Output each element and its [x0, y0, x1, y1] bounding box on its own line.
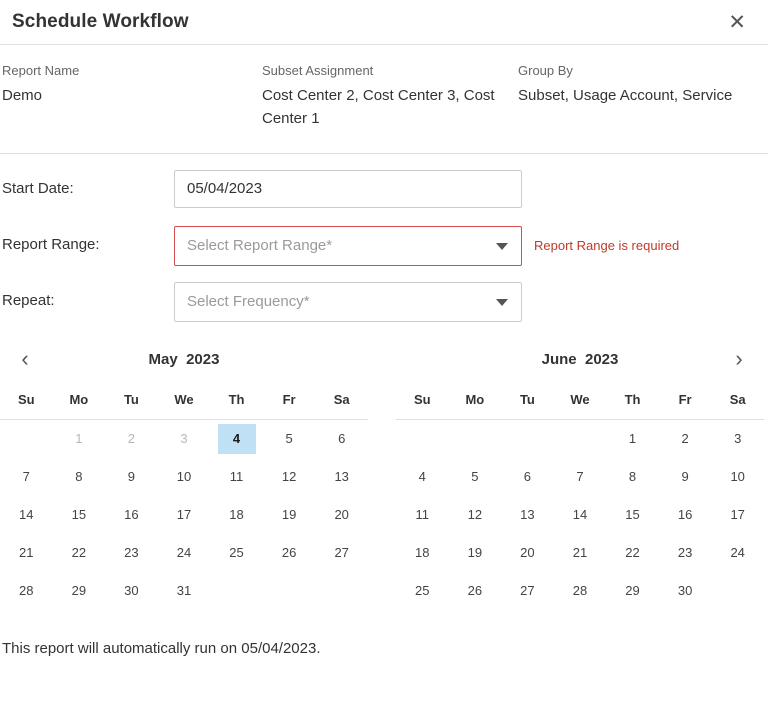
weekday-fr: Fr [263, 382, 316, 420]
calendar-day-label [508, 422, 546, 452]
calendar-day-cell[interactable] [501, 534, 554, 572]
calendar-week-row [396, 572, 764, 610]
weekday-sa: Sa [315, 382, 368, 420]
calendar-day-label: 22 [625, 544, 640, 560]
calendar-day-label: 11 [415, 506, 430, 522]
close-icon[interactable]: ✕ [724, 10, 750, 35]
auto-run-note: This report will automatically run on 05/04/2023. [2, 639, 321, 657]
calendar-day-label: 20 [334, 506, 349, 522]
calendar-week-row [396, 458, 764, 496]
calendar-day-cell[interactable] [53, 534, 106, 572]
calendar-day-label: 15 [71, 506, 87, 522]
calendar-day-cell[interactable] [711, 534, 764, 572]
calendar-day-cell[interactable] [105, 572, 158, 610]
calendar-empty-cell [501, 419, 554, 458]
calendar-right-month: June [541, 351, 577, 368]
calendar-right-year: 2023 [584, 351, 619, 368]
calendar-day-cell[interactable] [554, 534, 607, 572]
page-title: Schedule Workflow [12, 11, 189, 32]
calendar-day-label: 16 [677, 506, 693, 522]
calendar-day-label: 19 [281, 506, 297, 522]
calendar-day-cell[interactable] [105, 496, 158, 534]
report-summary [0, 45, 768, 145]
calendar-day-label: 19 [467, 544, 483, 560]
calendar-empty-cell [554, 419, 607, 458]
calendar-day-cell[interactable] [606, 496, 659, 534]
calendar-week-row [396, 496, 764, 534]
calendar-day-label: 26 [467, 582, 483, 598]
calendar-day-label: 29 [625, 582, 640, 598]
dialog-header [0, 0, 768, 44]
calendar-day-label [7, 422, 45, 452]
report-range-select[interactable] [174, 226, 522, 266]
calendar-day-cell[interactable] [659, 534, 712, 572]
repeat-label: Repeat: [2, 291, 55, 309]
report-range-error: Report Range is required [534, 237, 680, 253]
calendar-day-cell[interactable] [53, 458, 106, 496]
repeat-placeholder: Select Frequency* [187, 293, 310, 310]
calendar-day-label: 9 [127, 468, 136, 484]
calendar-day-label: 5 [285, 430, 293, 446]
weekday-we: We [158, 382, 211, 420]
calendar-day-cell[interactable] [0, 496, 53, 534]
calendar-empty-cell [315, 572, 368, 610]
calendar-day-cell[interactable] [396, 458, 449, 496]
schedule-form [0, 154, 768, 322]
calendar-day-cell[interactable] [659, 458, 712, 496]
summary-label: Report Name [2, 63, 80, 78]
summary-value: Demo [2, 87, 43, 104]
calendar-day-label: 10 [730, 468, 745, 484]
calendar-day-label: 8 [628, 468, 637, 484]
calendar-day-cell[interactable] [659, 572, 712, 610]
calendar-day-cell[interactable] [0, 534, 53, 572]
calendar-group [0, 338, 768, 618]
calendar-right-table [396, 382, 764, 610]
repeat-row [0, 282, 768, 322]
calendar-left-table [0, 382, 368, 610]
calendar-day-cell[interactable] [158, 458, 211, 496]
weekday-tu: Tu [501, 382, 554, 420]
calendar-day-label: 9 [681, 468, 689, 484]
calendar-week-row [0, 534, 368, 572]
calendar-day-label: 1 [628, 430, 637, 446]
calendar-day-cell[interactable] [158, 419, 211, 458]
calendar-day-label: 18 [229, 506, 244, 522]
calendar-day-cell[interactable] [263, 496, 316, 534]
calendar-day-label: 23 [677, 544, 693, 560]
calendar-day-label: 24 [176, 544, 192, 560]
calendar-day-cell[interactable] [554, 458, 607, 496]
calendar-week-row [396, 419, 764, 458]
weekday-tu: Tu [105, 382, 158, 420]
calendar-day-label: 25 [415, 582, 430, 598]
calendar-day-cell[interactable] [53, 419, 106, 458]
repeat-select[interactable] [174, 282, 522, 322]
calendar-day-label: 2 [127, 430, 136, 446]
summary-report-name [0, 63, 262, 131]
weekday-we: We [554, 382, 607, 420]
report-range-placeholder: Select Report Range* [187, 237, 333, 254]
calendar-day-cell[interactable] [449, 572, 502, 610]
calendar-day-cell[interactable] [659, 419, 712, 458]
calendar-left-header [0, 338, 368, 382]
calendar-day-label: 24 [730, 544, 745, 560]
calendar-day-label: 6 [338, 430, 346, 446]
summary-label: Group By [518, 63, 573, 78]
calendar-day-label: 30 [677, 582, 693, 598]
calendar-day-cell[interactable] [263, 419, 316, 458]
weekday-header-row [0, 382, 368, 420]
summary-value: Subset, Usage Account, Service [518, 87, 733, 104]
calendar-week-row [0, 419, 368, 458]
calendar-day-label: 5 [471, 468, 479, 484]
calendar-day-label: 4 [218, 424, 256, 454]
calendar-day-cell[interactable] [210, 496, 263, 534]
calendar-day-label: 16 [124, 506, 139, 522]
weekday-su: Su [396, 382, 449, 420]
weekday-mo: Mo [53, 382, 106, 420]
calendar-day-label: 11 [229, 468, 244, 484]
calendar-day-label: 28 [19, 582, 34, 598]
calendar-empty-cell [396, 419, 449, 458]
calendar-day-label: 14 [19, 506, 34, 522]
calendar-day-cell[interactable] [606, 572, 659, 610]
calendar-day-cell[interactable] [606, 458, 659, 496]
weekday-sa: Sa [711, 382, 764, 420]
calendar-day-cell[interactable] [396, 496, 449, 534]
calendar-day-cell[interactable] [711, 496, 764, 534]
calendar-day-label: 7 [576, 468, 584, 484]
calendar-day-cell[interactable] [315, 458, 368, 496]
calendar-right-title [542, 351, 619, 368]
calendar-day-cell[interactable] [263, 458, 316, 496]
calendar-day-label: 4 [418, 468, 426, 484]
calendar-right [396, 338, 764, 610]
calendar-day-label: 6 [523, 468, 532, 484]
calendar-day-label [719, 574, 757, 604]
calendar-day-cell[interactable] [53, 572, 106, 610]
start-date-input[interactable] [174, 170, 522, 208]
weekday-th: Th [606, 382, 659, 420]
calendar-day-cell[interactable] [606, 419, 659, 458]
weekday-header-row [396, 382, 764, 420]
weekday-mo: Mo [449, 382, 502, 420]
weekday-th: Th [210, 382, 263, 420]
report-range-label: Report Range: [2, 235, 100, 253]
calendar-day-cell[interactable] [210, 458, 263, 496]
calendar-day-label: 2 [681, 430, 689, 446]
summary-value: Cost Center 2, Cost Center 3, Cost Center 1 [262, 87, 495, 128]
calendar-day-cell[interactable] [315, 496, 368, 534]
calendar-day-cell[interactable] [105, 534, 158, 572]
calendar-day-label: 13 [520, 506, 535, 522]
chevron-left-icon[interactable]: ‹ [10, 344, 40, 374]
calendar-day-label [403, 422, 441, 452]
calendar-day-label: 15 [625, 506, 640, 522]
calendar-day-label: 17 [730, 506, 745, 522]
calendar-day-cell[interactable] [0, 572, 53, 610]
calendar-day-cell[interactable] [501, 572, 554, 610]
calendar-day-label: 7 [22, 468, 30, 484]
calendar-day-label: 26 [281, 544, 297, 560]
calendar-day-label: 10 [176, 468, 192, 484]
calendar-day-cell[interactable] [315, 419, 368, 458]
calendar-day-label: 17 [176, 506, 192, 522]
calendar-day-label [561, 422, 599, 452]
repeat-select-wrap [174, 282, 522, 322]
calendar-day-cell[interactable] [210, 534, 263, 572]
calendar-right-body [396, 419, 764, 610]
calendar-left [0, 338, 368, 610]
calendar-day-label [218, 574, 256, 604]
calendar-day-label: 21 [572, 544, 588, 560]
calendar-left-title [149, 351, 220, 368]
calendar-day-label: 3 [180, 430, 188, 446]
calendar-day-label: 20 [520, 544, 535, 560]
calendar-day-label: 30 [124, 582, 139, 598]
calendar-day-cell[interactable] [105, 419, 158, 458]
calendar-day-cell[interactable] [210, 419, 263, 458]
calendar-day-cell[interactable] [449, 496, 502, 534]
calendar-day-label: 1 [75, 430, 83, 446]
calendar-day-label: 27 [520, 582, 535, 598]
calendar-day-label: 3 [734, 430, 742, 446]
calendar-day-cell[interactable] [449, 458, 502, 496]
summary-subset-assignment [262, 63, 518, 131]
summary-label: Subset Assignment [262, 63, 374, 78]
calendar-day-label: 13 [334, 468, 349, 484]
calendar-empty-cell [210, 572, 263, 610]
calendar-day-cell[interactable] [501, 496, 554, 534]
calendar-day-cell[interactable] [53, 496, 106, 534]
calendar-day-cell[interactable] [263, 534, 316, 572]
calendar-left-body [0, 419, 368, 610]
calendar-day-cell[interactable] [659, 496, 712, 534]
calendar-day-cell[interactable] [396, 572, 449, 610]
calendar-week-row [0, 496, 368, 534]
calendar-week-row [0, 458, 368, 496]
calendar-left-month: May [148, 351, 178, 368]
calendar-day-cell[interactable] [158, 496, 211, 534]
calendar-day-label: 12 [281, 468, 297, 484]
calendar-day-cell[interactable] [158, 572, 211, 610]
chevron-right-icon[interactable]: › [724, 344, 754, 374]
weekday-fr: Fr [659, 382, 712, 420]
calendar-right-header [396, 338, 764, 382]
calendar-week-row [0, 572, 368, 610]
calendar-day-label: 27 [334, 544, 349, 560]
calendar-day-label: 14 [572, 506, 588, 522]
start-date-label: Start Date: [2, 179, 74, 197]
calendar-day-cell[interactable] [315, 534, 368, 572]
calendar-day-cell[interactable] [158, 534, 211, 572]
calendar-day-cell[interactable] [711, 458, 764, 496]
calendar-day-label: 28 [572, 582, 588, 598]
calendar-day-label: 23 [124, 544, 139, 560]
calendar-day-cell[interactable] [711, 419, 764, 458]
calendar-day-cell[interactable] [606, 534, 659, 572]
calendar-day-label: 29 [71, 582, 87, 598]
calendar-day-cell[interactable] [501, 458, 554, 496]
calendar-day-cell[interactable] [449, 534, 502, 572]
calendar-empty-cell [263, 572, 316, 610]
calendar-day-label [456, 422, 494, 452]
calendar-day-cell[interactable] [554, 496, 607, 534]
calendar-day-label: 8 [75, 468, 83, 484]
calendar-day-label: 22 [71, 544, 87, 560]
calendar-day-label: 12 [467, 506, 483, 522]
report-range-select-wrap [174, 226, 522, 266]
calendar-day-label: 31 [176, 582, 192, 598]
calendar-empty-cell [0, 419, 53, 458]
calendar-day-cell[interactable] [105, 458, 158, 496]
weekday-su: Su [0, 382, 53, 420]
calendar-day-label: 18 [415, 544, 430, 560]
calendar-left-year: 2023 [186, 351, 220, 368]
calendar-day-label [270, 574, 308, 604]
calendar-day-label: 21 [19, 544, 34, 560]
calendar-day-label: 25 [229, 544, 244, 560]
calendar-week-row [396, 534, 764, 572]
calendar-day-label [323, 574, 361, 604]
report-range-row [0, 226, 768, 266]
calendar-empty-cell [449, 419, 502, 458]
summary-group-by [518, 63, 768, 131]
calendar-day-cell[interactable] [396, 534, 449, 572]
calendar-day-cell[interactable] [0, 458, 53, 496]
calendar-day-cell[interactable] [554, 572, 607, 610]
start-date-row [0, 170, 768, 210]
calendar-empty-cell [711, 572, 764, 610]
